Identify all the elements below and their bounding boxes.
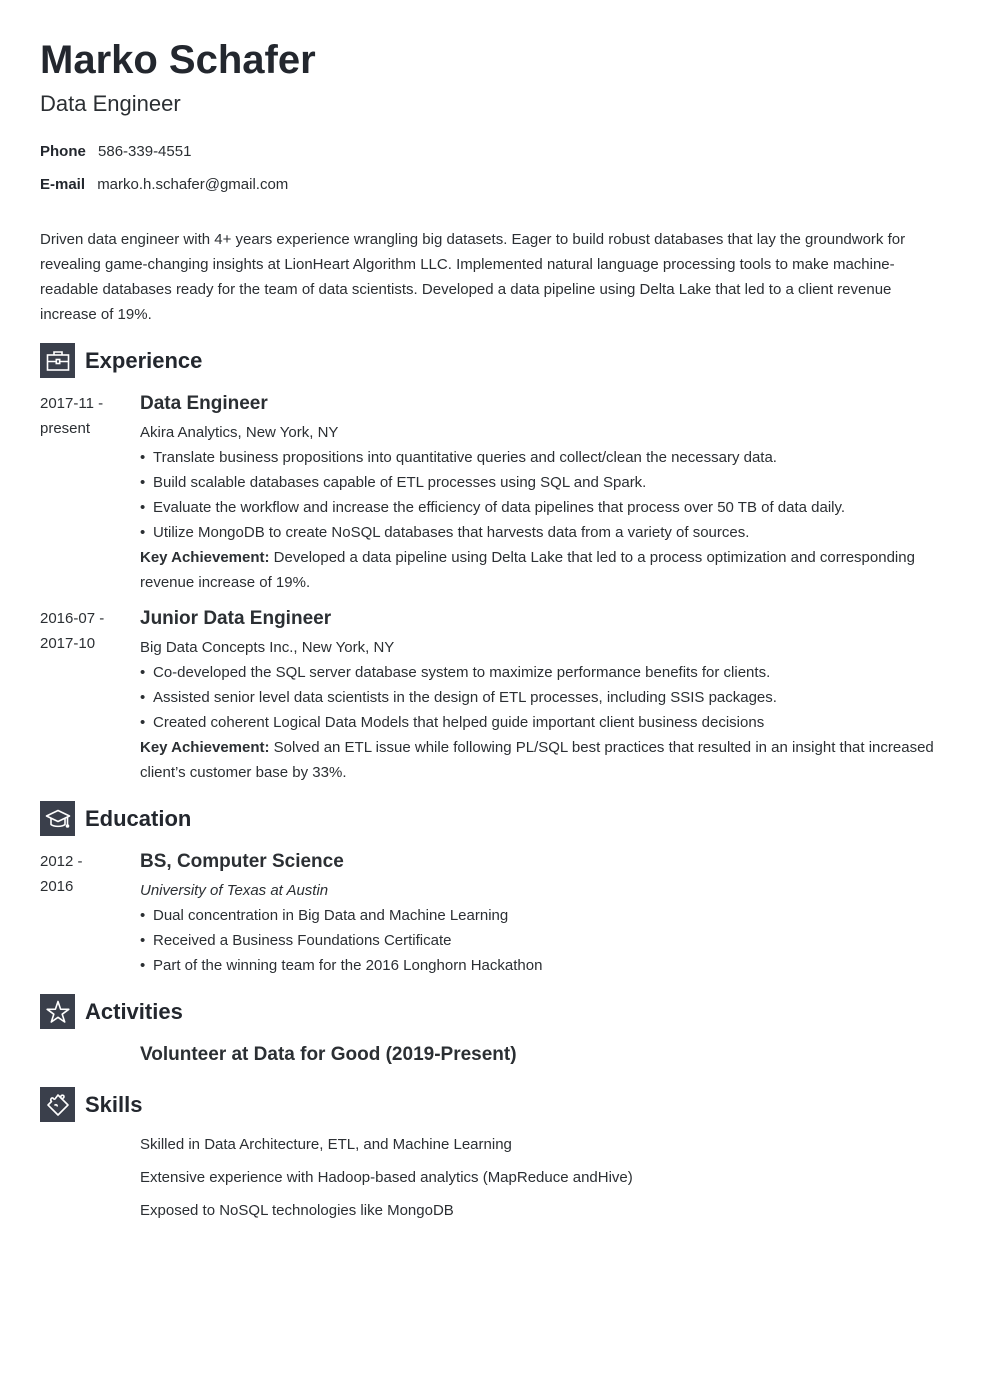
list-item: • Evaluate the workflow and increase the efficiency of data pipelines that process over 50 TB of data daily.	[140, 495, 940, 520]
activity-item: Volunteer at Data for Good (2019-Present)	[140, 1044, 517, 1065]
list-item: • Received a Business Foundations Certificate	[140, 928, 940, 953]
entry-date	[40, 849, 130, 899]
puzzle-icon	[40, 1087, 75, 1122]
list-item: • Assisted senior level data scientists in the design of ETL processes, including SSIS packages.	[140, 685, 940, 710]
date-end: 2017-10	[40, 635, 96, 652]
email-label: E-mail	[40, 176, 86, 193]
key-achievement	[140, 545, 940, 595]
skill-item: Exposed to NoSQL technologies like MongoDB	[140, 1202, 454, 1219]
list-item: • Co-developed the SQL server database system to maximize performance benefits for clients.	[140, 660, 940, 685]
job-title: Data Engineer	[140, 393, 268, 414]
activities-section-header	[40, 994, 183, 1029]
briefcase-icon	[40, 343, 75, 378]
entry-date	[40, 606, 130, 656]
email-value: marko.h.schafer@gmail.com	[97, 176, 289, 193]
entry-date	[40, 391, 130, 441]
list-item: • Translate business propositions into quantitative queries and collect/clean the necessary data.	[140, 445, 940, 470]
contact-email	[40, 175, 288, 195]
degree: BS, Computer Science	[140, 851, 344, 872]
responsibility-list	[140, 445, 940, 545]
list-item: • Utilize MongoDB to create NoSQL databases that harvests data from a variety of sources.	[140, 520, 940, 545]
key-achievement-label: Key Achievement:	[140, 549, 270, 566]
entry-body	[140, 849, 940, 978]
key-achievement-label: Key Achievement:	[140, 739, 270, 756]
contact-phone	[40, 142, 191, 162]
date-end: 2016	[40, 878, 74, 895]
phone-label: Phone	[40, 143, 86, 160]
school: University of Texas at Austin	[140, 882, 329, 899]
responsibility-list	[140, 660, 940, 735]
job-title: Junior Data Engineer	[140, 608, 332, 629]
skills-heading: Skills	[85, 1092, 143, 1117]
date-start: 2016-07 -	[40, 610, 105, 627]
list-item: • Part of the winning team for the 2016 Longhorn Hackathon	[140, 953, 940, 978]
entry-body	[140, 391, 940, 595]
date-end: present	[40, 420, 91, 437]
phone-value: 586-339-4551	[98, 143, 192, 160]
list-item: • Created coherent Logical Data Models that helped guide important client business decisions	[140, 710, 940, 735]
key-achievement-text: Developed a data pipeline using Delta Lake that led to a process optimization and corresponding revenue increase of 19%.	[140, 549, 915, 591]
experience-section-header	[40, 343, 202, 378]
graduation-cap-icon	[40, 801, 75, 836]
education-details	[140, 903, 940, 978]
list-item: • Dual concentration in Big Data and Machine Learning	[140, 903, 940, 928]
education-section-header	[40, 801, 191, 836]
experience-heading: Experience	[85, 348, 203, 373]
profile-summary: Driven data engineer with 4+ years experience wrangling big datasets. Eager to build robust databases that lay the groundwork for revealing game-changing insights at LionHeart Algorithm LLC. Implemented natural language processing tools to make machine-readable databases ready for the team of data scientists. Developed a data pipeline using Delta Lake that led to a client revenue increase of 19%.	[40, 231, 906, 323]
date-start: 2017-11 -	[40, 395, 104, 412]
activities-heading: Activities	[85, 999, 183, 1024]
company: Akira Analytics, New York, NY	[140, 424, 339, 441]
company: Big Data Concepts Inc., New York, NY	[140, 639, 395, 656]
list-item: • Build scalable databases capable of ETL processes using SQL and Spark.	[140, 470, 940, 495]
key-achievement	[140, 735, 940, 785]
education-heading: Education	[85, 806, 192, 831]
skill-item: Skilled in Data Architecture, ETL, and Machine Learning	[140, 1136, 512, 1153]
date-start: 2012 -	[40, 853, 83, 870]
candidate-name: Marko Schafer	[40, 38, 316, 82]
candidate-title: Data Engineer	[40, 91, 181, 116]
skills-section-header	[40, 1087, 142, 1122]
star-icon	[40, 994, 75, 1029]
skill-item: Extensive experience with Hadoop-based analytics (MapReduce andHive)	[140, 1169, 633, 1186]
key-achievement-text: Solved an ETL issue while following PL/SQL best practices that resulted in an insight that increased client’s customer base by 33%.	[140, 739, 934, 781]
entry-body	[140, 606, 940, 785]
